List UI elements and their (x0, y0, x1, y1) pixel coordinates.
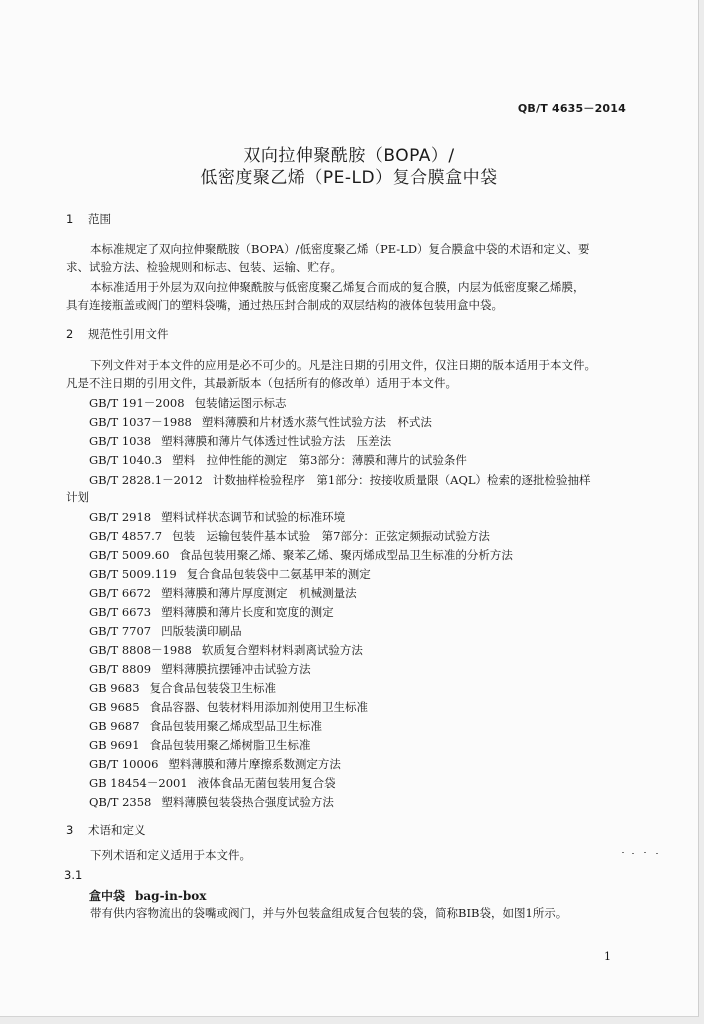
reference-item (89, 680, 276, 696)
reference-title: 塑料试样状态调节和试验的标准环境 (161, 510, 346, 524)
section-title: 规范性引用文件 (88, 327, 169, 341)
reference-item (89, 509, 345, 525)
reference-title: 塑料薄膜包装袋热合强度试验方法 (161, 795, 334, 809)
reference-item (89, 585, 357, 601)
section-1-heading (66, 211, 111, 227)
section-3-heading (66, 822, 146, 838)
reference-item (89, 718, 322, 734)
reference-code: GB/T 5009.119 (89, 567, 177, 581)
reference-code: GB/T 10006 (89, 757, 159, 771)
reference-title: 液体食品无菌包装用复合袋 (197, 776, 336, 790)
reference-code: GB/T 1037－1988 (89, 415, 192, 429)
reference-code: GB/T 191－2008 (89, 396, 185, 410)
reference-title: 包装储运图示标志 (194, 396, 287, 410)
reference-item (89, 642, 363, 658)
reference-code: GB/T 2828.1－2012 (89, 473, 203, 487)
reference-title: 塑料薄膜和片材透水蒸气性试验方法 杯式法 (201, 415, 432, 429)
reference-code: GB/T 1040.3 (89, 453, 163, 467)
reference-title: 塑料薄膜和薄片摩擦系数测定方法 (168, 757, 341, 771)
reference-item (89, 604, 334, 620)
reference-item (89, 528, 490, 544)
term-english: bag-in-box (135, 889, 207, 903)
s1-paragraph-1-line-2: 求、试验方法、检验规则和标志、包装、运输、贮存。 (66, 260, 342, 274)
reference-title: 包装 运输包装件基本试验 第7部分：正弦定频振动试验方法 (172, 529, 490, 543)
section-title: 术语和定义 (88, 823, 146, 837)
reference-item (89, 395, 287, 411)
reference-title: 凹版装潢印刷品 (161, 624, 242, 638)
reference-title: 食品包装用聚乙烯成型品卫生标准 (149, 719, 323, 733)
s2-intro-line-2: 凡是不注日期的引用文件，其最新版本（包括所有的修改单）适用于本文件。 (66, 376, 457, 390)
section-title: 范围 (88, 212, 111, 226)
reference-title: 塑料薄膜抗摆锤冲击试验方法 (161, 662, 311, 676)
reference-code: GB 18454－2001 (89, 776, 188, 790)
reference-title: 食品包装用聚乙烯、聚苯乙烯、聚丙烯成型品卫生标准的分析方法 (179, 548, 513, 562)
reference-title: 软质复合塑料材料剥离试验方法 (201, 643, 363, 657)
reference-item (89, 414, 432, 430)
term-definition: 带有供内容物流出的袋嘴或阀门，并与外包装盒组成复合包装的袋，简称BIB袋，如图1所示。 (90, 906, 568, 920)
reference-item (89, 699, 368, 715)
section-number: 1 (66, 212, 74, 226)
reference-code: GB/T 7707 (89, 624, 152, 638)
reference-code: QB/T 2358 (89, 795, 152, 809)
term-chinese: 盒中袋 (89, 889, 126, 903)
reference-title: 复合食品包装袋中二氨基甲苯的测定 (186, 567, 371, 581)
reference-title: 计数抽样检验程序 第1部分：按接收质量限（AQL）检索的逐批检验抽样 (212, 473, 591, 487)
reference-code: GB/T 5009.60 (89, 548, 170, 562)
title-line-2: 低密度聚乙烯（PE-LD）复合膜盒中袋 (200, 168, 498, 188)
reference-item (89, 566, 371, 582)
reference-title: 食品容器、包装材料用添加剂使用卫生标准 (149, 700, 369, 714)
reference-item (89, 547, 513, 563)
reference-code: GB/T 1038 (89, 434, 152, 448)
title-line-1: 双向拉伸聚酰胺（BOPA）/ (243, 146, 455, 166)
standard-number: QB/T 4635－2014 (517, 102, 626, 115)
page-number: 1 (604, 950, 611, 963)
reference-item (89, 623, 242, 639)
scan-speck (622, 852, 658, 854)
reference-code: GB 9687 (89, 719, 140, 733)
section-number: 2 (66, 327, 74, 341)
reference-title: 塑料薄膜和薄片长度和宽度的测定 (161, 605, 334, 619)
s1-paragraph-1-line-1: 本标准规定了双向拉伸聚酰胺（BOPA）/低密度聚乙烯（PE-LD）复合膜盒中袋的术语和定义、要 (90, 242, 590, 256)
reference-code: GB/T 6673 (89, 605, 152, 619)
subclause-number: 3.1 (64, 868, 83, 882)
reference-item (89, 452, 467, 468)
reference-title: 塑料薄膜和薄片气体透过性试验方法 压差法 (161, 434, 392, 448)
reference-code: GB 9683 (89, 681, 140, 695)
reference-title: 塑料薄膜和薄片厚度测定 机械测量法 (161, 586, 357, 600)
reference-item (89, 433, 391, 449)
reference-code: GB/T 4857.7 (89, 529, 163, 543)
s2-intro-line-1: 下列文件对于本文件的应用是必不可少的。凡是注日期的引用文件，仅注日期的版本适用于本文件。 (90, 358, 596, 372)
reference-item (89, 472, 591, 488)
reference-title: 复合食品包装袋卫生标准 (149, 681, 277, 695)
reference-code: GB 9691 (89, 738, 140, 752)
reference-item (89, 661, 311, 677)
reference-item (89, 737, 311, 753)
reference-item (89, 775, 336, 791)
s1-paragraph-2-line-1: 本标准适用于外层为双向拉伸聚酰胺与低密度聚乙烯复合而成的复合膜，内层为低密度聚乙烯膜， (90, 280, 585, 294)
reference-item (89, 756, 341, 772)
reference-item (89, 794, 334, 810)
reference-continuation: 计划 (66, 490, 89, 504)
reference-code: GB/T 6672 (89, 586, 152, 600)
s1-paragraph-2-line-2: 具有连接瓶盖或阀门的塑料袋嘴，通过热压封合制成的双层结构的液体包装用盒中袋。 (66, 298, 503, 312)
reference-code: GB 9685 (89, 700, 140, 714)
reference-code: GB/T 2918 (89, 510, 152, 524)
reference-code: GB/T 8809 (89, 662, 152, 676)
section-number: 3 (66, 823, 74, 837)
reference-code: GB/T 8808－1988 (89, 643, 192, 657)
section-2-heading (66, 326, 169, 342)
s3-intro: 下列术语和定义适用于本文件。 (90, 848, 251, 862)
reference-title: 食品包装用聚乙烯树脂卫生标准 (149, 738, 311, 752)
term-entry (89, 887, 206, 904)
reference-title: 塑料 拉伸性能的测定 第3部分：薄膜和薄片的试验条件 (172, 453, 467, 467)
